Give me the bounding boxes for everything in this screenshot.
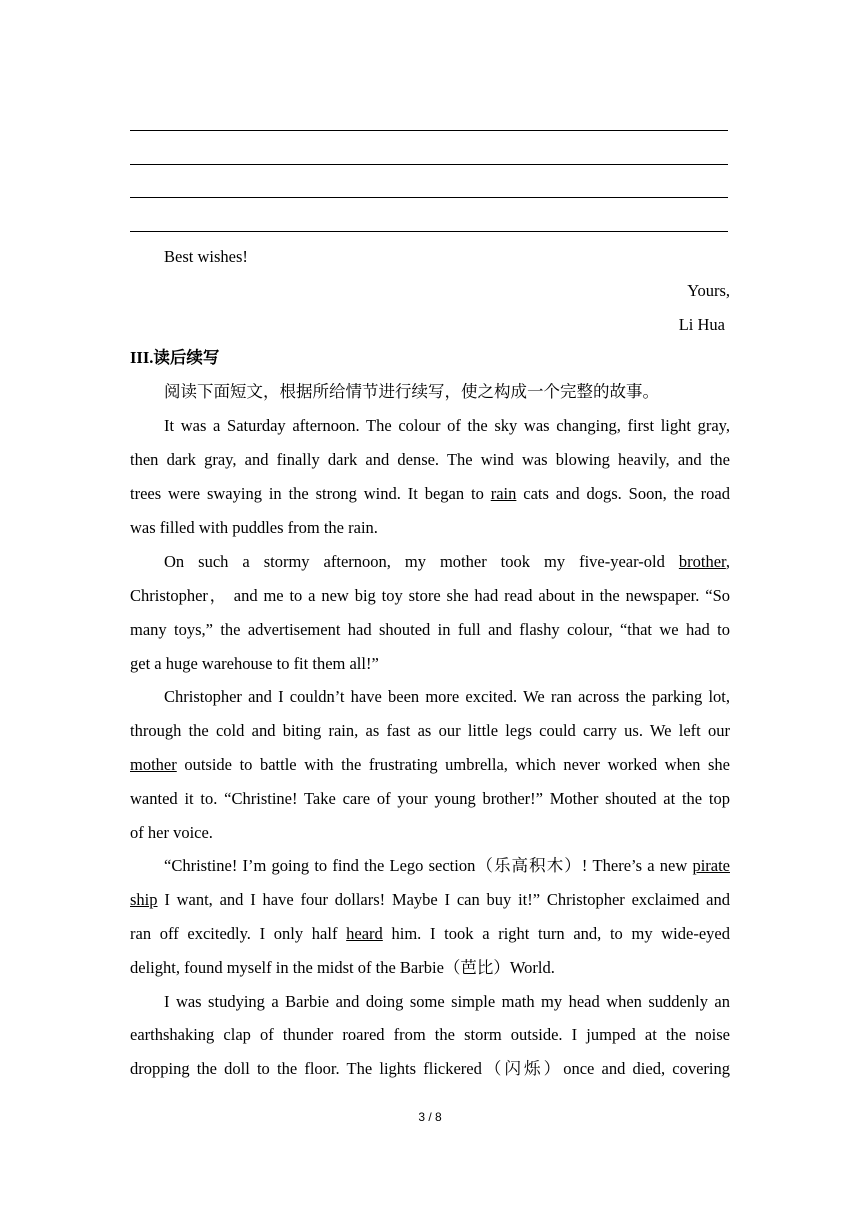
- passage-line: [164, 854, 730, 878]
- closing-wishes: Best wishes!: [164, 247, 248, 266]
- passage-line: It was a Saturday afternoon. The colour of the sky was changing, first light gray,: [164, 416, 730, 435]
- text-segment: him. I took a right turn and, to my wide-eyed: [382, 924, 730, 943]
- section-title: III.读后续写: [130, 348, 220, 367]
- passage-line: I was studying a Barbie and doing some simple math my head when suddenly an: [164, 992, 730, 1011]
- underlined-word: mother: [130, 755, 177, 774]
- passage-line: [130, 482, 730, 506]
- passage-line: [130, 922, 730, 946]
- text-segment: I want, and I have four dollars! Maybe I can buy it!” Christopher exclaimed and: [157, 890, 730, 909]
- answer-line: [130, 231, 728, 232]
- passage-line: delight, found myself in the midst of the Barbie（芭比）World.: [130, 958, 555, 977]
- page-number: 3 / 8: [418, 1110, 442, 1124]
- passage-line: then dark gray, and finally dark and dense. The wind was blowing heavily, and the: [130, 450, 730, 469]
- passage-line: Christopher and I couldn’t have been more excited. We ran across the parking lot,: [164, 687, 730, 706]
- passage-line: many toys,” the advertisement had shouted in full and flashy colour, “that we had to: [130, 620, 730, 639]
- underlined-word: brother: [678, 552, 726, 571]
- text-segment: “Christine! I’m going to find the Lego section（乐高积木）! There’s a new: [164, 856, 693, 875]
- text-segment: cats and dogs. Soon, the road: [516, 484, 730, 503]
- passage-line: wanted it to. “Christine! Take care of your young brother!” Mother shouted at the top: [130, 789, 730, 808]
- passage-line: [130, 888, 730, 912]
- closing-yours: Yours,: [687, 281, 730, 300]
- underlined-word: heard: [346, 924, 383, 943]
- section-instruction: 阅读下面短文，根据所给情节进行续写，使之构成一个完整的故事。: [164, 382, 659, 401]
- text-segment: trees were swaying in the strong wind. It began to: [130, 484, 491, 503]
- text-segment: ,: [725, 552, 730, 571]
- underlined-word: ship: [130, 890, 158, 909]
- underlined-word: rain: [490, 484, 517, 503]
- passage-line: earthshaking clap of thunder roared from the storm outside. I jumped at the noise: [130, 1025, 730, 1044]
- passage-line: Christopher， and me to a new big toy store she had read about in the newspaper. “So: [130, 586, 730, 605]
- answer-line: [130, 197, 728, 198]
- closing-signature: Li Hua: [678, 315, 725, 334]
- text-segment: On such a stormy afternoon, my mother took my five-year-old: [164, 552, 679, 571]
- underlined-word: pirate: [692, 856, 730, 875]
- passage-line: of her voice.: [130, 823, 213, 842]
- passage-line: [164, 550, 730, 574]
- text-segment: ran off excitedly. I only half: [130, 924, 347, 943]
- answer-line: [130, 164, 728, 165]
- answer-line: [130, 130, 728, 131]
- passage-line: [130, 753, 730, 777]
- passage-line: get a huge warehouse to fit them all!”: [130, 654, 379, 673]
- text-segment: outside to battle with the frustrating umbrella, which never worked when she: [176, 755, 730, 774]
- passage-line: through the cold and biting rain, as fast as our little legs could carry us. We left our: [130, 721, 730, 740]
- passage-line: dropping the doll to the floor. The lights flickered（闪烁）once and died, covering: [130, 1059, 730, 1078]
- passage-line: was filled with puddles from the rain.: [130, 518, 378, 537]
